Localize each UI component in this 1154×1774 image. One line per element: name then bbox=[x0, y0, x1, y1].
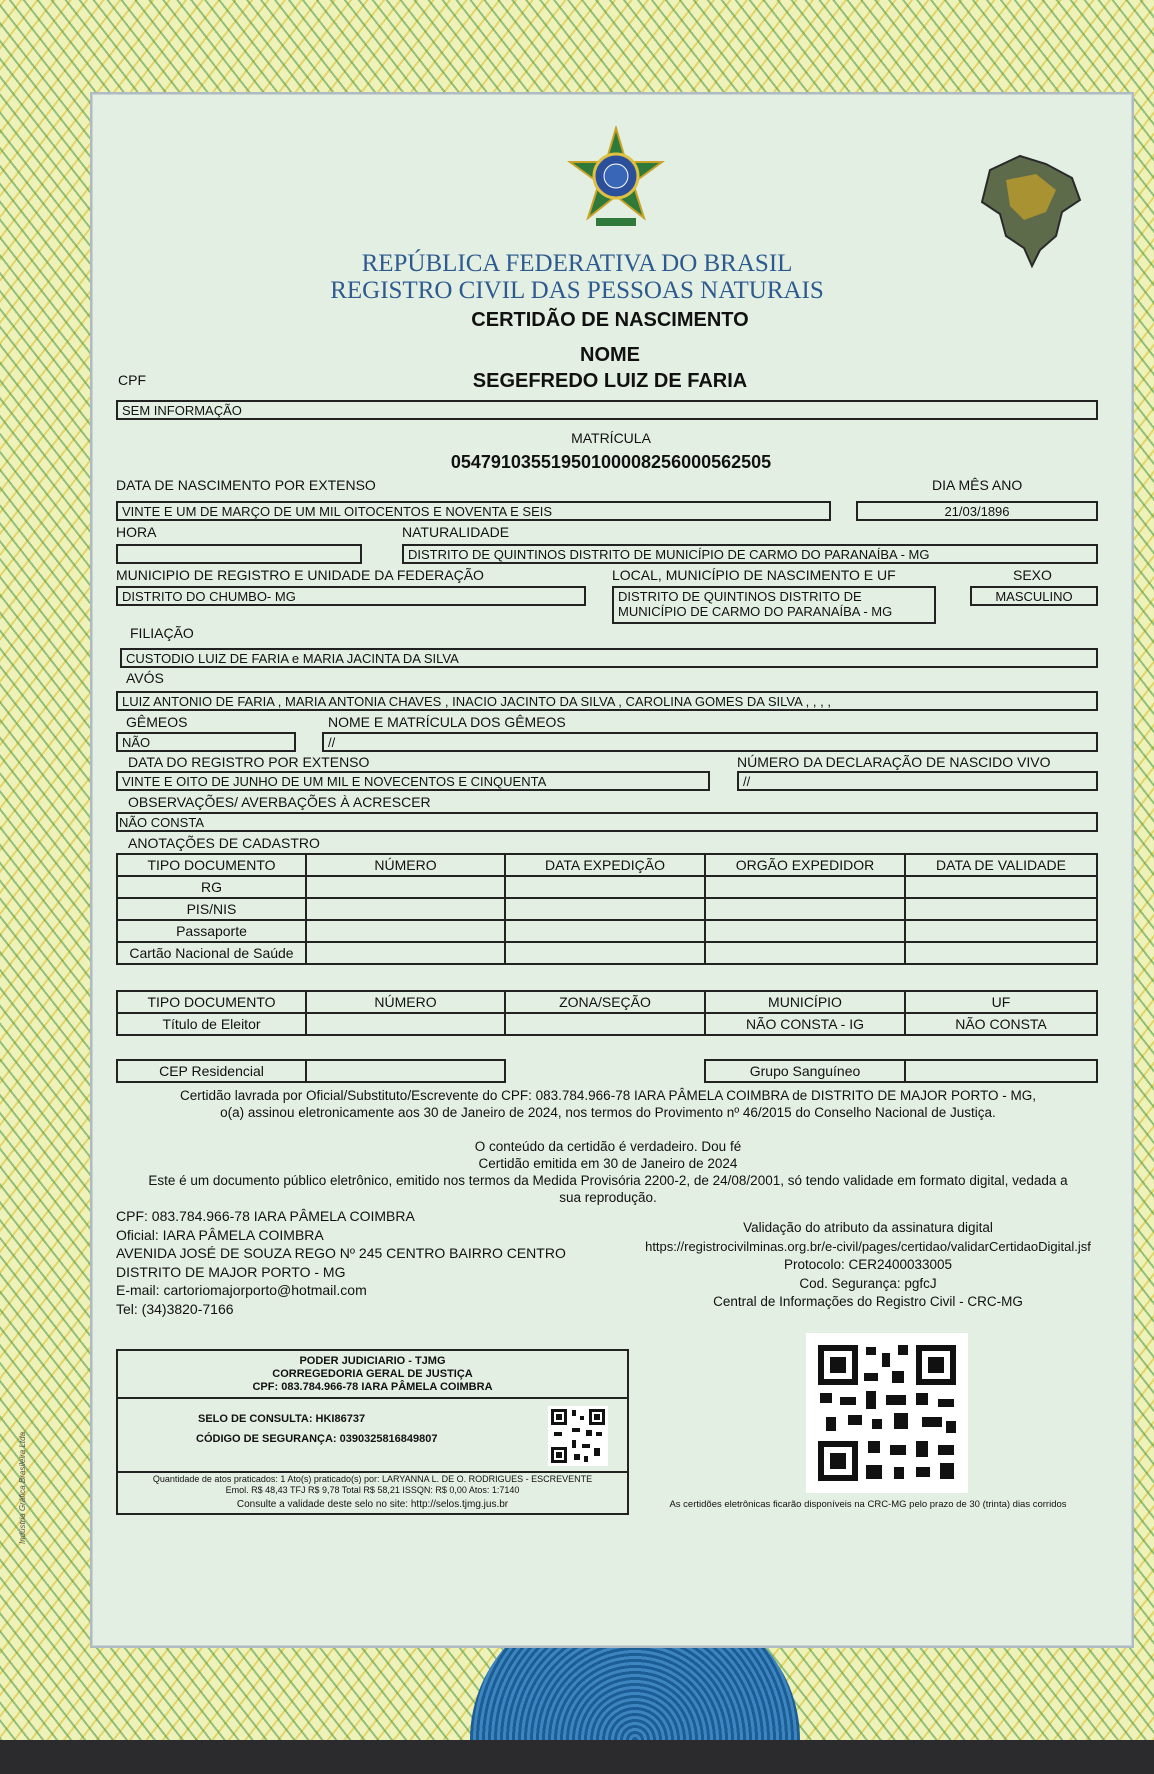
electronic-document-line-1: Este é um documento público eletrônico, emitido nos termos da Medida Provisória 2200-2, de 24/08/2001, só tendo validade em formato digital, vedada a bbox=[148, 1173, 1068, 1188]
certification-statement bbox=[108, 1138, 1108, 1206]
table-header-cell: MUNICÍPIO bbox=[705, 991, 905, 1013]
seal-header bbox=[118, 1355, 627, 1394]
live-birth-declaration-field: // bbox=[737, 771, 1098, 791]
table-row bbox=[117, 876, 1097, 898]
table-header-cell: UF bbox=[905, 991, 1097, 1013]
table-cell: Título de Eleitor bbox=[117, 1013, 306, 1035]
seal-divider bbox=[118, 1471, 627, 1473]
table-row bbox=[117, 920, 1097, 942]
cpf-field: SEM INFORMAÇÃO bbox=[116, 400, 1098, 420]
day-month-year-label: DIA MÊS ANO bbox=[932, 477, 1023, 493]
office-email: E-mail: cartoriomajorporto@hotmail.com bbox=[116, 1282, 367, 1298]
matricula-number: 05479103551950100008256000562505 bbox=[450, 452, 772, 472]
validation-title: Validação do atributo da assinatura digital bbox=[743, 1220, 993, 1235]
seal-acts bbox=[118, 1474, 627, 1496]
table-cell bbox=[306, 920, 505, 942]
registry-title: REGISTRO CIVIL DAS PESSOAS NATURAIS bbox=[330, 277, 824, 304]
grandparents-label: AVÓS bbox=[126, 670, 164, 686]
annotations-label: ANOTAÇÕES DE CADASTRO bbox=[128, 835, 320, 851]
table-header-cell: NÚMERO bbox=[306, 854, 505, 876]
tjmg-seal bbox=[116, 1349, 629, 1515]
table-cell bbox=[505, 876, 705, 898]
voter-table bbox=[116, 990, 1098, 1036]
table-row bbox=[117, 1060, 1097, 1082]
table-cell bbox=[306, 1013, 505, 1035]
seal-divider bbox=[118, 1397, 627, 1399]
table-cell bbox=[705, 898, 905, 920]
table-cell bbox=[905, 898, 1097, 920]
validation-url[interactable]: https://registrocivilminas.org.br/e-civil/pages/certidao/validarCertidaoDigital.jsf bbox=[645, 1238, 1091, 1254]
registration-date-field: VINTE E OITO DE JUNHO DE UM MIL E NOVECENTOS E CINQUENTA bbox=[116, 771, 710, 791]
birth-place-line-1: DISTRITO DE QUINTINOS DISTRITO DE bbox=[618, 589, 862, 604]
birth-date-field: 21/03/1896 bbox=[856, 501, 1098, 521]
table-cell: RG bbox=[117, 876, 306, 898]
observations-field: NÃO CONSTA bbox=[116, 812, 1098, 832]
seal-line-2: CORREGEDORIA GERAL DE JUSTIÇA bbox=[272, 1368, 473, 1380]
table-cell bbox=[905, 920, 1097, 942]
table-cell bbox=[306, 942, 505, 964]
seal-acts-line: Quantidade de atos praticados: 1 Ato(s) praticado(s) por: LARYANNA L. DE O. RODRIGUES - ESCREVENTE bbox=[152, 1474, 593, 1484]
table-header-cell: TIPO DOCUMENTO bbox=[117, 991, 306, 1013]
office-district: DISTRITO DE MAJOR PORTO - MG bbox=[116, 1263, 346, 1280]
document-title: CERTIDÃO DE NASCIMENTO bbox=[471, 309, 749, 331]
table-cell: Cartão Nacional de Saúde bbox=[117, 942, 306, 964]
table-cell: Passaporte bbox=[117, 920, 306, 942]
table-row bbox=[117, 1013, 1097, 1035]
true-content-line: O conteúdo da certidão é verdadeiro. Dou fé bbox=[474, 1139, 742, 1154]
seal-consult-number: SELO DE CONSULTA: HKI86737 bbox=[198, 1413, 366, 1425]
table-cell: NÃO CONSTA - IG bbox=[705, 1013, 905, 1035]
live-birth-declaration-label: NÚMERO DA DECLARAÇÃO DE NASCIDO VIVO bbox=[737, 754, 1051, 770]
cpf-label: CPF bbox=[118, 372, 146, 388]
table-spacer bbox=[505, 1060, 705, 1082]
table-header-row bbox=[117, 854, 1097, 876]
table-header-cell: ORGÃO EXPEDIDOR bbox=[705, 854, 905, 876]
birth-place-label: LOCAL, MUNICÍPIO DE NASCIMENTO E UF bbox=[612, 567, 896, 583]
matricula-label: MATRÍCULA bbox=[571, 430, 651, 446]
table-header-row bbox=[117, 991, 1097, 1013]
table-header-cell: ZONA/SEÇÃO bbox=[505, 991, 705, 1013]
twins-field: NÃO bbox=[116, 732, 296, 752]
registry-municipality-label: MUNICIPIO DE REGISTRO E UNIDADE DA FEDERAÇÃO bbox=[116, 567, 484, 583]
table-cell: NÃO CONSTA bbox=[905, 1013, 1097, 1035]
validation-qr-code[interactable] bbox=[806, 1333, 968, 1493]
office-info bbox=[116, 1207, 566, 1318]
cep-label: CEP Residencial bbox=[117, 1060, 306, 1082]
office-phone: Tel: (34)3820-7166 bbox=[116, 1300, 234, 1317]
table-cell bbox=[705, 876, 905, 898]
table-cell bbox=[905, 942, 1097, 964]
registration-date-label: DATA DO REGISTRO POR EXTENSO bbox=[128, 754, 370, 770]
availability-notice: As certidões eletrônicas ficarão disponíveis na CRC-MG pelo prazo de 30 (trinta) dias corridos bbox=[669, 1499, 1067, 1510]
table-cell bbox=[505, 942, 705, 964]
sex-label: SEXO bbox=[1013, 567, 1052, 583]
seal-qr-code[interactable] bbox=[548, 1406, 608, 1466]
blood-type-value bbox=[905, 1060, 1097, 1082]
table-cell bbox=[505, 898, 705, 920]
qr-code-icon bbox=[548, 1406, 608, 1466]
cep-value bbox=[306, 1060, 505, 1082]
twins-label: GÊMEOS bbox=[126, 714, 188, 730]
table-header-cell: DATA EXPEDIÇÃO bbox=[505, 854, 705, 876]
table-cell bbox=[505, 920, 705, 942]
table-header-cell: NÚMERO bbox=[306, 991, 505, 1013]
blood-type-label: Grupo Sanguíneo bbox=[705, 1060, 905, 1082]
parents-field: CUSTODIO LUIZ DE FARIA e MARIA JACINTA DA SILVA bbox=[120, 648, 1098, 668]
table-row bbox=[117, 942, 1097, 964]
table-cell: PIS/NIS bbox=[117, 898, 306, 920]
seal-consult-site[interactable]: Consulte a validade deste selo no site: http://selos.tjmg.jus.br bbox=[236, 1499, 509, 1510]
name-label: NOME bbox=[580, 344, 640, 366]
parents-label: FILIAÇÃO bbox=[130, 625, 194, 641]
table-cell bbox=[705, 942, 905, 964]
validation-info bbox=[620, 1219, 1116, 1312]
table-header-cell: TIPO DOCUMENTO bbox=[117, 854, 306, 876]
birth-place-field bbox=[612, 586, 936, 624]
issuance-line-2: o(a) assinou eletronicamente aos 30 de Janeiro de 2024, nos termos do Provimento nº 46/2015 do Conselho Nacional de Justiça. bbox=[220, 1105, 996, 1120]
table-row bbox=[117, 898, 1097, 920]
grandparents-field: LUIZ ANTONIO DE FARIA , MARIA ANTONIA CHAVES , INACIO JACINTO DA SILVA , CAROLINA GOMES DA SILVA , , , , bbox=[116, 691, 1098, 711]
validation-central: Central de Informações do Registro Civil - CRC-MG bbox=[713, 1294, 1023, 1309]
bottom-strip bbox=[0, 1740, 1154, 1774]
electronic-document-line-2: sua reprodução. bbox=[559, 1190, 657, 1205]
table-cell bbox=[705, 920, 905, 942]
table-cell bbox=[306, 898, 505, 920]
office-address: AVENIDA JOSÉ DE SOUZA REGO Nº 245 CENTRO BAIRRO CENTRO bbox=[116, 1245, 566, 1261]
printer-margin-text: Indústria Gráfica Brasileira Ltda bbox=[18, 1431, 27, 1544]
coat-of-arms-icon bbox=[564, 126, 668, 232]
table-cell bbox=[505, 1013, 705, 1035]
seal-fees-line: Emol. R$ 48,43 TFJ R$ 9,78 Total R$ 58,21 ISSQN: R$ 0,00 Atos: 1:7140 bbox=[225, 1485, 520, 1495]
office-officer: Oficial: IARA PÂMELA COIMBRA bbox=[116, 1226, 324, 1243]
naturalidade-label: NATURALIDADE bbox=[402, 524, 510, 540]
documents-table bbox=[116, 853, 1098, 965]
validation-protocol: Protocolo: CER2400033005 bbox=[783, 1257, 953, 1272]
emission-date-line: Certidão emitida em 30 de Janeiro de 2024 bbox=[478, 1156, 738, 1171]
seal-security-code: CÓDIGO DE SEGURANÇA: 0390325816849807 bbox=[196, 1433, 438, 1445]
table-cell bbox=[905, 876, 1097, 898]
cep-blood-table bbox=[116, 1059, 1098, 1083]
validation-security-code: Cod. Segurança: pgfcJ bbox=[799, 1275, 937, 1291]
birth-place-line-2: MUNICÍPIO DE CARMO DO PARANAÍBA - MG bbox=[618, 604, 893, 619]
registry-municipality-field: DISTRITO DO CHUMBO- MG bbox=[116, 586, 586, 606]
table-header-cell: DATA DE VALIDADE bbox=[905, 854, 1097, 876]
office-cpf: CPF: 083.784.966-78 IARA PÂMELA COIMBRA bbox=[116, 1208, 415, 1224]
hour-field bbox=[116, 544, 362, 564]
seal-line-1: PODER JUDICIARIO - TJMG bbox=[299, 1355, 446, 1367]
birth-date-text-field: VINTE E UM DE MARÇO DE UM MIL OITOCENTOS E NOVENTA E SEIS bbox=[116, 501, 831, 521]
republic-title: REPÚBLICA FEDERATIVA DO BRASIL bbox=[361, 250, 793, 277]
twins-name-field: // bbox=[322, 732, 1098, 752]
issuance-line-1: Certidão lavrada por Oficial/Substituto/Escrevente do CPF: 083.784.966-78 IARA PÂMELA COIMBRA de DISTRITO DE MAJOR PORTO - MG, bbox=[179, 1088, 1037, 1103]
observations-label: OBSERVAÇÕES/ AVERBAÇÕES À ACRESCER bbox=[128, 794, 431, 810]
hour-label: HORA bbox=[116, 524, 157, 540]
sex-field: MASCULINO bbox=[970, 586, 1098, 606]
issuance-statement bbox=[108, 1087, 1108, 1121]
registrant-name: SEGEFREDO LUIZ DE FARIA bbox=[472, 370, 748, 392]
naturalidade-field: DISTRITO DE QUINTINOS DISTRITO DE MUNICÍPIO DE CARMO DO PARANAÍBA - MG bbox=[402, 544, 1098, 564]
birth-date-text-label: DATA DE NASCIMENTO POR EXTENSO bbox=[116, 477, 376, 493]
seal-line-3: CPF: 083.784.966-78 IARA PÂMELA COIMBRA bbox=[252, 1381, 493, 1393]
qr-code-icon bbox=[806, 1333, 968, 1493]
table-cell bbox=[306, 876, 505, 898]
twins-name-label: NOME E MATRÍCULA DOS GÊMEOS bbox=[328, 714, 566, 730]
